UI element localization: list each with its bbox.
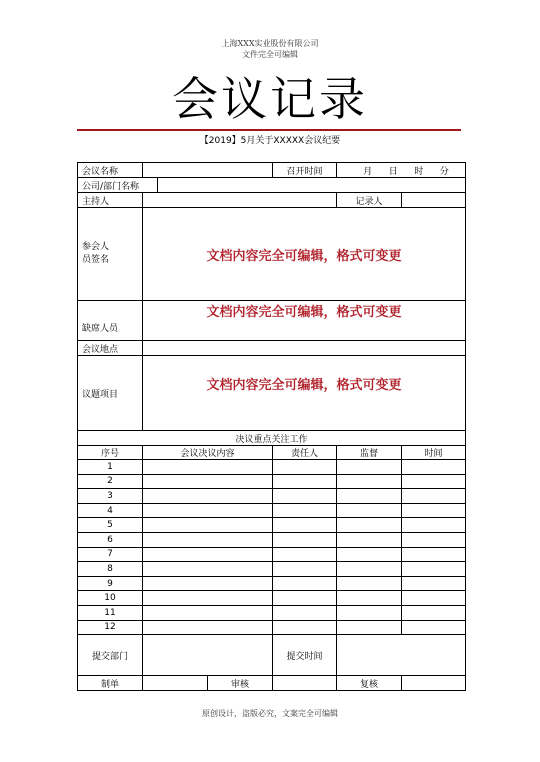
field-host[interactable]: [143, 193, 337, 208]
table-row: [78, 518, 466, 533]
title-divider: [77, 129, 461, 131]
cell-supervisor[interactable]: [337, 475, 402, 490]
cell-time[interactable]: [402, 518, 466, 533]
field-submit-time[interactable]: [337, 635, 466, 676]
cell-time[interactable]: [402, 460, 466, 475]
label-agenda: 议题项目: [78, 356, 143, 431]
cell-number: 2: [78, 475, 143, 490]
cell-number: 3: [78, 489, 143, 504]
table-row: [78, 533, 466, 548]
row-absent: [78, 301, 466, 341]
row-agenda: [78, 356, 466, 431]
label-meeting-name: 会议名称: [78, 163, 143, 178]
cell-owner[interactable]: [273, 577, 337, 592]
cell-number: 11: [78, 606, 143, 621]
cell-supervisor[interactable]: [337, 518, 402, 533]
field-reviewer[interactable]: [273, 676, 337, 691]
cell-resolution[interactable]: [143, 606, 273, 621]
cell-time[interactable]: [402, 489, 466, 504]
label-absent: 缺席人员: [78, 301, 143, 341]
field-submit-dept[interactable]: [143, 635, 273, 676]
cell-time[interactable]: [402, 533, 466, 548]
label-attendees: [78, 208, 143, 301]
unit-month: 月: [363, 166, 373, 177]
cell-owner[interactable]: [273, 533, 337, 548]
cell-supervisor[interactable]: [337, 460, 402, 475]
row-host: [78, 193, 466, 208]
cell-number: 9: [78, 577, 143, 592]
cell-resolution[interactable]: [143, 591, 273, 606]
company-name: 上海XXX实业股份有限公司: [221, 39, 319, 48]
table-row: [78, 460, 466, 475]
col-header-number: 序号: [78, 446, 143, 460]
cell-supervisor[interactable]: [337, 489, 402, 504]
label-host: 主持人: [78, 193, 143, 208]
cell-resolution[interactable]: [143, 621, 273, 636]
cell-supervisor[interactable]: [337, 548, 402, 563]
unit-day: 日: [388, 166, 398, 177]
cell-number: 1: [78, 460, 143, 475]
editable-notice: 文件完全可编辑: [242, 50, 298, 59]
cell-supervisor[interactable]: [337, 591, 402, 606]
document-title: 会议记录: [172, 72, 368, 126]
row-location: [78, 341, 466, 356]
label-company-dept: 公司/部门名称: [78, 178, 158, 193]
row-signoff: [78, 676, 466, 691]
col-header-time: 时间: [402, 446, 466, 460]
document-subtitle: 【2019】5月关于XXXXX会议纪要: [199, 136, 341, 146]
field-company-dept[interactable]: [158, 178, 466, 193]
field-agenda-note[interactable]: 文档内容完全可编辑，格式可变更: [143, 356, 466, 431]
cell-resolution[interactable]: [143, 460, 273, 475]
section-title-focus: 决议重点关注工作: [78, 431, 466, 446]
label-reviewer: 审核: [208, 676, 273, 691]
field-meeting-time[interactable]: [337, 163, 466, 178]
cell-supervisor[interactable]: [337, 577, 402, 592]
table-row: [78, 591, 466, 606]
cell-time[interactable]: [402, 548, 466, 563]
cell-resolution[interactable]: [143, 475, 273, 490]
field-recorder[interactable]: [402, 193, 466, 208]
cell-resolution[interactable]: [143, 518, 273, 533]
row-focus-title: [78, 431, 466, 446]
table-header-row: [78, 446, 466, 460]
col-header-owner: 责任人: [273, 446, 337, 460]
table-row: [78, 621, 466, 636]
label-submit-dept: 提交部门: [78, 635, 143, 676]
cell-number: 6: [78, 533, 143, 548]
cell-number: 10: [78, 591, 143, 606]
cell-time[interactable]: [402, 475, 466, 490]
row-company: [78, 178, 466, 193]
field-meeting-name[interactable]: [143, 163, 273, 178]
label-submit-time: 提交时间: [273, 635, 337, 676]
table-row: [78, 548, 466, 563]
col-header-resolution: 会议决议内容: [143, 446, 273, 460]
label-attendees-line2: 员签名: [82, 255, 110, 265]
table-row: [78, 489, 466, 504]
cell-supervisor[interactable]: [337, 606, 402, 621]
cell-number: 12: [78, 621, 143, 636]
cell-number: 4: [78, 504, 143, 519]
row-submit: [78, 635, 466, 676]
table-row: [78, 562, 466, 577]
table-row: [78, 577, 466, 592]
cell-owner[interactable]: [273, 621, 337, 636]
field-maker[interactable]: [143, 676, 208, 691]
header: [0, 38, 540, 60]
cell-resolution[interactable]: [143, 562, 273, 577]
cell-number: 8: [78, 562, 143, 577]
cell-owner[interactable]: [273, 548, 337, 563]
label-location: 会议地点: [78, 341, 143, 356]
cell-time[interactable]: [402, 591, 466, 606]
resolution-rows: [78, 460, 466, 635]
cell-number: 5: [78, 518, 143, 533]
cell-owner[interactable]: [273, 489, 337, 504]
cell-owner[interactable]: [273, 606, 337, 621]
footer-copyright: 原创设计，盗版必究，文案完全可编辑: [202, 709, 338, 718]
label-rechecker: 复核: [337, 676, 402, 691]
col-header-supervisor: 监督: [337, 446, 402, 460]
field-absent-note[interactable]: 文档内容完全可编辑，格式可变更: [143, 301, 466, 341]
cell-resolution[interactable]: [143, 577, 273, 592]
unit-hour: 时: [414, 166, 424, 177]
cell-owner[interactable]: [273, 504, 337, 519]
cell-time[interactable]: [402, 621, 466, 636]
cell-resolution[interactable]: [143, 533, 273, 548]
cell-resolution[interactable]: [143, 504, 273, 519]
meeting-form: [77, 162, 466, 691]
cell-time[interactable]: [402, 606, 466, 621]
cell-owner[interactable]: [273, 475, 337, 490]
cell-supervisor[interactable]: [337, 533, 402, 548]
field-attendees-note[interactable]: 文档内容完全可编辑，格式可变更: [143, 208, 466, 301]
cell-number: 7: [78, 548, 143, 563]
cell-owner[interactable]: [273, 591, 337, 606]
label-recorder: 记录人: [337, 193, 402, 208]
cell-supervisor[interactable]: [337, 621, 402, 636]
unit-minute: 分: [439, 166, 449, 177]
row-meeting-name: [78, 163, 466, 178]
cell-owner[interactable]: [273, 460, 337, 475]
cell-supervisor[interactable]: [337, 562, 402, 577]
cell-time[interactable]: [402, 577, 466, 592]
cell-resolution[interactable]: [143, 548, 273, 563]
table-row: [78, 504, 466, 519]
field-rechecker[interactable]: [402, 676, 466, 691]
cell-time[interactable]: [402, 562, 466, 577]
label-maker: 制单: [78, 676, 143, 691]
cell-owner[interactable]: [273, 562, 337, 577]
label-attendees-line1: 参会人: [82, 242, 110, 252]
table-row: [78, 606, 466, 621]
cell-supervisor[interactable]: [337, 504, 402, 519]
label-meeting-time: 召开时间: [273, 163, 337, 178]
row-attendees: [78, 208, 466, 301]
cell-resolution[interactable]: [143, 489, 273, 504]
cell-time[interactable]: [402, 504, 466, 519]
table-row: [78, 475, 466, 490]
field-location[interactable]: [143, 341, 466, 356]
cell-owner[interactable]: [273, 518, 337, 533]
